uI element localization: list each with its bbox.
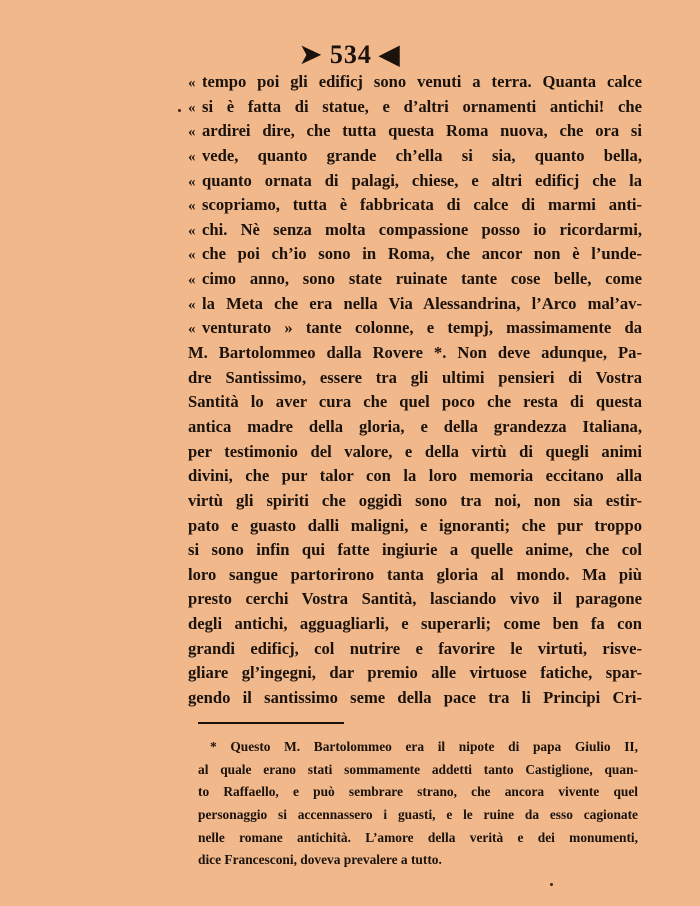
main-text xyxy=(188,70,642,711)
footnote-line: * Questo M. Bartolommeo era il nipote di papa Giulio II, xyxy=(210,739,638,754)
line-text: che poi ch’io sono in Roma, che ancor non è l’unde- xyxy=(202,244,642,264)
text-line xyxy=(188,292,642,317)
line-text: divini, che pur talor con la loro memoria eccitano alla xyxy=(188,466,642,486)
text-line xyxy=(188,464,642,489)
text-line xyxy=(188,686,642,711)
line-text: scopriamo, tutta è fabbricata di calce di marmi anti- xyxy=(202,195,642,215)
text-line xyxy=(188,514,642,539)
text-line xyxy=(188,538,642,563)
text-line xyxy=(188,637,642,662)
page-number-value: 534 xyxy=(329,40,372,69)
line-text: venturato » tante colonne, e tempj, massimamente da xyxy=(202,318,642,338)
guillemet-mark: « xyxy=(188,124,196,141)
line-text: dre Santissimo, essere tra gli ultimi pensieri di Vostra xyxy=(188,367,642,387)
line-text: per testimonio del valore, e della virtù di quegli animi xyxy=(188,441,642,461)
text-line xyxy=(188,587,642,612)
guillemet-mark: « xyxy=(188,148,196,165)
guillemet-mark: « xyxy=(188,173,196,190)
line-text: ardirei dire, che tutta questa Roma nuova, che ora si xyxy=(202,121,642,141)
arrow-right-icon: ➤ xyxy=(299,40,323,69)
text-line xyxy=(188,242,642,267)
footnote-divider xyxy=(198,722,344,724)
text-line xyxy=(188,563,642,588)
text-line xyxy=(188,70,642,95)
line-text: vede, quanto grande ch’ella si sia, quanto bella, xyxy=(202,145,642,165)
line-text: degli antichi, agguagliarli, e superarli; come ben fa con xyxy=(188,614,642,634)
footnote-line: al quale erano stati sommamente addetti tanto Castiglione, quan- xyxy=(198,761,638,777)
footnote xyxy=(198,736,638,872)
text-line xyxy=(188,612,642,637)
line-text: chi. Nè senza molta compassione posso io ricordarmi, xyxy=(202,219,642,239)
ink-speck xyxy=(178,109,181,112)
line-text: gliare gl’ingegni, dar premio alle virtuose fatiche, spar- xyxy=(188,663,642,683)
footnote-line: nelle romane antichità. L’amore della verità e dei monumenti, xyxy=(198,829,638,845)
guillemet-mark: « xyxy=(188,75,196,91)
text-line xyxy=(188,440,642,465)
line-text: si è fatta di statue, e d’altri ornamenti antichi! che xyxy=(202,96,642,116)
text-line xyxy=(188,366,642,391)
footnote-line: to Raffaello, e può sembrare strano, che ancora vivente quel xyxy=(198,784,638,800)
line-text: pato e guasto dalli maligni, e ignoranti; che pur troppo xyxy=(188,515,642,535)
ink-speck xyxy=(550,883,553,886)
line-text: Santità lo aver cura che quel poco che resta di questa xyxy=(188,392,642,412)
guillemet-mark: « xyxy=(188,198,196,215)
text-line xyxy=(188,341,642,366)
text-line xyxy=(188,119,642,144)
text-line xyxy=(188,415,642,440)
arrow-left-icon: ◀ xyxy=(379,40,401,69)
line-text: cimo anno, sono state ruinate tante cose belle, come xyxy=(202,269,642,289)
guillemet-mark: « xyxy=(188,272,196,289)
text-line xyxy=(188,489,642,514)
text-line xyxy=(188,267,642,292)
guillemet-mark: « xyxy=(188,296,196,313)
text-line xyxy=(188,193,642,218)
footnote-line: personaggio si accennassero i guasti, e le ruine da esso cagionate xyxy=(198,807,638,823)
line-text: virtù gli spiriti che oggidì sono tra noi, non sia estir- xyxy=(188,490,642,510)
text-line xyxy=(188,144,642,169)
line-text: presto cerchi Vostra Santità, lasciando vivo il paragone xyxy=(188,589,642,609)
line-text: si sono infin qui fatte ingiurie a quelle anime, che col xyxy=(188,540,642,560)
line-text: tempo poi gli edificj sono venuti a terra. Quanta calce xyxy=(202,72,642,91)
guillemet-mark: « xyxy=(188,247,196,264)
guillemet-mark: « xyxy=(188,222,196,239)
text-line xyxy=(188,661,642,686)
line-text: quanto ornata di palagi, chiese, e altri edificj che la xyxy=(202,170,642,190)
page-number xyxy=(0,40,700,70)
line-text: gendo il santissimo seme della pace tra li Principi Cri- xyxy=(188,688,642,708)
line-text: loro sangue partorirono tanta gloria al mondo. Ma più xyxy=(188,564,642,584)
guillemet-mark: « xyxy=(188,99,196,116)
line-text: la Meta che era nella Via Alessandrina, l’Arco mal’av- xyxy=(202,293,642,313)
guillemet-mark: « xyxy=(188,321,196,338)
footnote-line: dice Francesconi, doveva prevalere a tutto. xyxy=(198,852,442,868)
text-line xyxy=(188,218,642,243)
text-line xyxy=(188,169,642,194)
line-text: grandi edificj, col nutrire e favorire le virtuti, risve- xyxy=(188,638,642,658)
text-line xyxy=(188,95,642,120)
line-text: antica madre della gloria, e della grandezza Italiana, xyxy=(188,416,642,436)
text-line xyxy=(188,390,642,415)
line-text: M. Bartolommeo dalla Rovere *. Non deve adunque, Pa- xyxy=(188,343,642,363)
text-line xyxy=(188,316,642,341)
